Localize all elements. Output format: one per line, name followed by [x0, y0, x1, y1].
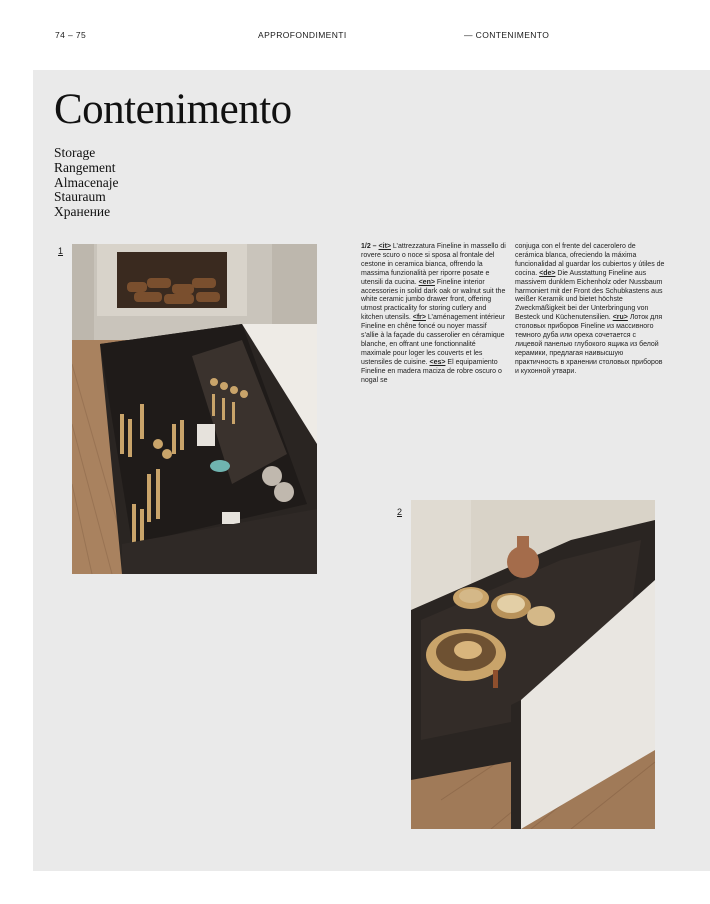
caption-ru: Лоток для столовых приборов Fineline из массивного темного дуба или ореха сочетается с лицевой панелью глубокого ящика из белой керамики, предлагая наивысшую практичность в хранении столовых приборов и кухонной утвари. [515, 314, 663, 375]
photo-drawer-brass-containers [411, 500, 655, 829]
caption-es-part1: El equipamiento Fineline en madera maciza de robre oscuro o nogal se [361, 358, 502, 384]
language-list [54, 146, 118, 220]
caption-fr: L’aménagement intérieur Fineline en chêne foncé ou noyer massif s’allie à la façade du casserolier en céramique blanche, en offrant une fonctionnalité maximale pour loger les couverts et les ustensiles de cuisine. [361, 314, 505, 366]
page-title: Contenimento [54, 86, 292, 133]
caption-column-2 [515, 243, 665, 377]
figure-number-1: 1 [58, 246, 64, 256]
caption-column-1 [361, 243, 506, 386]
page-header [0, 0, 710, 70]
caption-it: L’attrezzatura Fineline in massello di rovere scuro o noce si sposa al frontale del cestone in ceramica bianca, offrendo la massima funzionalità per riporre posate e utensili da cucina. [361, 243, 506, 286]
topic-name: — CONTENIMENTO [464, 30, 550, 40]
lang-tag-de: <de> [539, 269, 556, 277]
page-numbers: 74 – 75 [55, 30, 87, 40]
caption-ref: 1/2 – [361, 243, 377, 250]
lang-tag-ru: <ru> [612, 314, 628, 322]
lang-tag-fr: <fr> [412, 314, 426, 322]
caption-en: Fineline interior accessories in solid dark oak or walnut suit the white ceramic jumbo drawer front, offering utmost practicality for storing cutlery and kitchen utensils. [361, 278, 506, 322]
caption-de: Die Ausstattung Fineline aus massivem dunklem Eichenholz oder Nussbaum harmoniert mit der Front des Schubkastens aus weißer Keramik und bietet höchste Zweckmäßigkeit bei der Unterbringung von Besteck und Küchenutensilien. [515, 269, 663, 322]
lang-tag-en: <en> [418, 278, 435, 286]
language-item: Almacenaje [54, 174, 119, 190]
language-item: Хранение [54, 204, 111, 220]
lang-tag-it: <it> [378, 243, 391, 250]
language-item: Stauraum [54, 189, 106, 205]
language-item: Rangement [54, 159, 116, 175]
figure-number-2: 2 [397, 507, 403, 517]
photo-drawer-cutlery [72, 244, 317, 574]
caption-es-part2: conjuga con el frente del cacerolero de cerámica blanca, ofreciendo la máxima funcionalidad al guardar los cubiertos y útiles de cocina. [515, 243, 665, 277]
section-name: APPROFONDIMENTI [258, 30, 347, 40]
language-item: Storage [54, 145, 96, 160]
lang-tag-es: <es> [429, 358, 446, 366]
